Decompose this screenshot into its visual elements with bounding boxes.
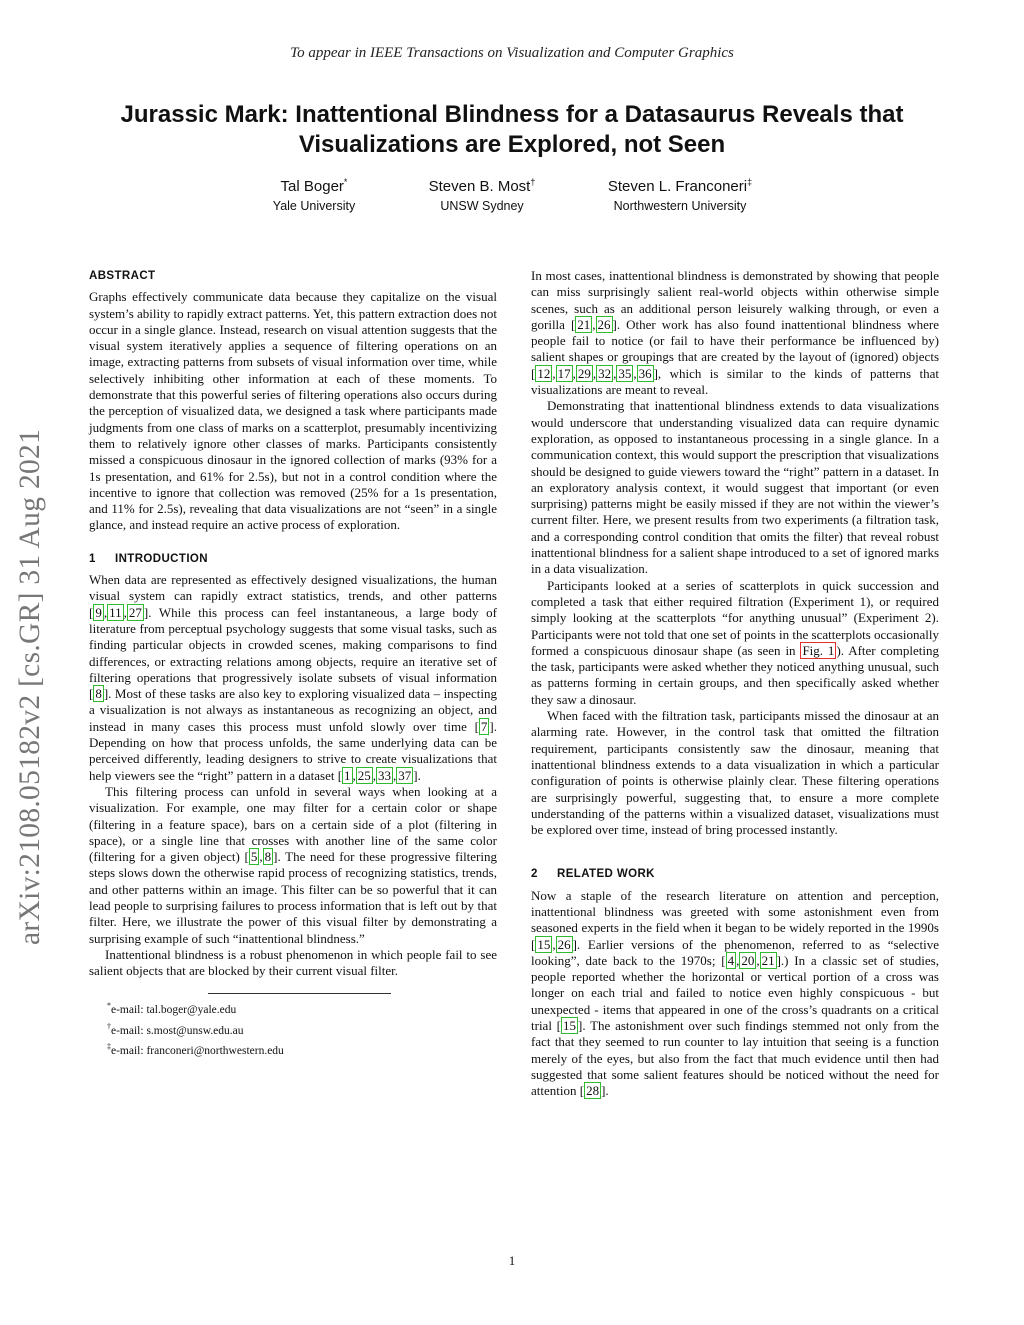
section-number: 1 <box>89 552 96 565</box>
author-name: Steven B. Most <box>428 178 531 195</box>
author-affiliation: Northwestern University <box>613 199 747 213</box>
abstract-heading: ABSTRACT <box>89 270 156 282</box>
author-3 <box>560 177 800 213</box>
author-name: Steven L. Franconeri <box>607 178 748 195</box>
author-name: Tal Boger <box>280 178 344 195</box>
citation-link[interactable]: 29 <box>577 365 591 381</box>
author-mark: † <box>530 177 536 187</box>
intro-paragraph-3: Inattentional blindness is a robust phenomenon in which people fail to see salient objects that are blocked by their current visual filter. <box>89 946 497 979</box>
citation-link[interactable]: 8 <box>95 686 102 702</box>
citation-link[interactable]: 17 <box>557 365 571 381</box>
citation-link[interactable]: 36 <box>638 365 652 381</box>
page-number: 1 <box>508 1253 516 1268</box>
section-1-heading <box>89 551 497 567</box>
section-number: 2 <box>531 868 538 881</box>
author-affiliation: Yale University <box>272 199 356 213</box>
citation-link[interactable]: 33 <box>378 767 392 783</box>
citation-link[interactable]: 15 <box>537 936 551 952</box>
arxiv-identifier: arXiv:2108.05182v2 [cs.GR] 31 Aug 2021 <box>14 428 46 945</box>
body-paragraph-2: Demonstrating that inattentional blindness extends to data visualizations would underscore that understanding visualized data can require dynamic exploration, as opposed to instantaneous processing in a single glance. In a communication context, this would support the prescription that visualizations should be designed to guide viewers toward the “right” pattern in a dataset. In an exploratory analysis context, it would suggest that important (or even surprising) patterns might be easily missed if they are not within the viewer’s current filter. Here, we present results from two experiments (a filtration task, and a corresponding control condition that omits the filter) that reveal robust inattentional blindness for a salient shape introduced to a set of ignored marks in a data visualization. <box>531 398 939 577</box>
citation-link[interactable]: 15 <box>563 1018 577 1034</box>
footnote-1: *e-mail: tal.boger@yale.edu <box>107 1001 237 1017</box>
citation-link[interactable]: 28 <box>586 1083 600 1099</box>
footnote-3: ‡e-mail: franconeri@northwestern.edu <box>107 1042 284 1057</box>
left-column <box>89 268 497 1059</box>
right-column <box>531 268 939 1100</box>
citation-link[interactable]: 25 <box>357 767 371 783</box>
footnote-email[interactable]: e-mail: franconeri@northwestern.edu <box>111 1044 284 1057</box>
citation-link[interactable]: 26 <box>597 316 611 332</box>
body-paragraph-4: When faced with the filtration task, participants missed the dinosaur at an alarming rate. However, in the control task that omitted the filtration requirement, participants consistently saw the dinosaur, meaning that inattentional blindness extends to a data visualization in which a particular configuration of points is otherwise plainly clear. These filtering operations are surprisingly powerful, suggesting that, to ensure a more complete understanding of the patterns within a visualized dataset, visualizations must be explored over time, instead of bring processed instantly. <box>531 708 939 838</box>
citation-link[interactable]: 9 <box>95 604 102 620</box>
citation-link[interactable]: 1 <box>344 767 351 783</box>
journal-header: To appear in IEEE Transactions on Visualization and Computer Graphics <box>290 45 734 61</box>
citation-link[interactable]: 20 <box>741 952 755 968</box>
citation-link[interactable]: 8 <box>264 849 272 865</box>
footnote-2: †e-mail: s.most@unsw.edu.au <box>107 1021 244 1037</box>
footnote-email[interactable]: e-mail: s.most@unsw.edu.au <box>111 1024 244 1037</box>
citation-link[interactable]: 32 <box>598 365 612 381</box>
figure-link[interactable]: Fig. 1 <box>802 642 835 658</box>
section-title: RELATED WORK <box>557 868 655 881</box>
related-work-paragraph: Now a staple of the research literature on attention and perception, inattentional blindness was greeted with some astonishment even from seasoned experts in the field when it began to be widely reported in the 1990s [ 15 , 26 ]. Earlier versions of the phenomenon, referred to as “selective looking”, date back to the 1970s; [ 4 , 20 , 21 ].) In a classic set of studies, people reported whether the horizontal or vertical portion of a cross was longer on each trial and failed to notice even highly conspicuous - but unexpected - items that appeared in one of the cross’s quadrants on a critical trial [ 15 ]. The astonishment over such findings stemmed not only from the fact that they seemed to run counter to lay intuition that seeing is a function merely of the eyes, but also from the fact that much evidence until then had suggested that some salient features should be noticed without the need for attention [ 28 ]. <box>531 887 939 1099</box>
body-paragraph-1: In most cases, inattentional blindness is demonstrated by showing that people can miss surprisingly salient real-world objects within otherwise simple scenes, such as an additional person leisurely walking through, or even a gorilla [ 21 , 26 ]. Other work has also found inattentional blindness where people fail to notice (or fail to have their performance be influenced by) salient shapes or groupings that are created by the layout of (ignored) objects [ 12 , 17 , 29 , 32 , 35 , 36 ], which is similar to the kinds of patterns that visualizations are meant to reveal. <box>531 268 939 398</box>
paper-title: Jurassic Mark: Inattentional Blindness for a Datasaurus Reveals that Visualizations are Explored, not Seen <box>120 101 904 158</box>
citation-link[interactable]: 27 <box>128 604 142 620</box>
citation-link[interactable]: 35 <box>618 365 632 381</box>
intro-paragraph-2: This filtering process can unfold in several ways when looking at a visualization. For example, one may filter for a certain color or shape (filtering in a feature space), bars on a certain side of a plot (filtering in space), or a single line that crosses with another line of the same color (filtering for a given object) [ 5 , 8 ]. The need for these progressive filtering steps slows down the otherwise rapid process of recognizing statistics, trends, and other patterns within an image. This filter can be so powerful that it can lead people to surprising failures to process information that is left out by that filter. Here, we illustrate the power of this visual filter by demonstrating a surprising example of such “inattentional blindness.” <box>89 783 498 946</box>
citation-link[interactable]: 5 <box>250 849 258 865</box>
intro-paragraph-1: When data are represented as effectively designed visualizations, the human visual system can rapidly extract statistics, trends, and other patterns [ 9 , 11 , 27 ]. While this process can feel instantaneous, a large body of literature from perceptual psychology suggests that some visual tasks, such as finding particular objects in crowded scenes, making comparisons to find differences, or extracting relations among objects, require an iterative set of filtering operations that progressively isolate subsets of visual information [ 8 ]. Most of these tasks are also key to exploring visualized data – inspecting a visualization is not always as instantaneous as recognizing an object, and instead in many cases this process must unfold slowly over time [ 7 ]. Depending on how that process unfolds, the same underlying data can be perceived differently, leading designers to strive to create visualizations that help viewers see the “right” pattern in a dataset [ 1 , 25 , 33 , 37 ]. <box>89 572 497 783</box>
author-affiliation: UNSW Sydney <box>440 199 524 213</box>
citation-link[interactable]: 4 <box>727 952 735 968</box>
author-mark: * <box>343 177 348 187</box>
footnote-rule <box>208 993 391 994</box>
citation-link[interactable]: 12 <box>537 365 551 381</box>
citation-link[interactable]: 26 <box>557 936 571 952</box>
citation-link[interactable]: 11 <box>109 604 122 620</box>
citation-link[interactable]: 21 <box>577 316 591 332</box>
footnote-email[interactable]: e-mail: tal.boger@yale.edu <box>111 1004 237 1017</box>
citation-link[interactable]: 37 <box>398 767 412 783</box>
body-paragraph-3: Participants looked at a series of scatterplots in quick succession and completed a task that either required filtration (Experiment 1), or required simply looking at the scatterplots “for anything unusual” (Experiment 2). Participants were not told that one set of points in the scatterplots occasionally formed a conspicuous dinosaur shape (as seen in Fig. 1 ). After completing the task, participants were asked whether they noticed anything unusual, such as patterns forming in certain groups, and then specifically asked whether they saw a dinosaur. <box>531 577 939 707</box>
abstract-text: Graphs effectively communicate data because they capitalize on the visual system’s ability to rapidly extract patterns. Yet, this pattern extraction does not occur in a single glance. Instead, research on visual attention suggests that the visual system iteratively applies a sequence of filtering operations on an image, extracting patterns from subsets of visual information over time, while selectively inhibiting other information at each of these moments. To demonstrate that this powerful series of filtering operations also occurs during the perception of visualized data, we designed a task where participants made judgments from one class of marks on a scatterplot, presumably incentivizing them to relatively ignore other classes of marks. Participants consistently missed a conspicuous dinosaur in the ignored collection of marks (93% for a 1s presentation, and 61% for 2.5s), but not in a control condition where the incentive to ignore that collection was removed (25% for a 1s presentation, and 11% for 2.5s), revealing that data visualizations are not “seen” in a single glance, and instead require an active process of exploration. <box>89 289 497 533</box>
section-title: INTRODUCTION <box>115 552 208 565</box>
citation-link[interactable]: 7 <box>480 718 488 734</box>
section-2-heading <box>531 866 939 882</box>
citation-link[interactable]: 21 <box>761 952 775 968</box>
author-mark: ‡ <box>747 177 753 187</box>
